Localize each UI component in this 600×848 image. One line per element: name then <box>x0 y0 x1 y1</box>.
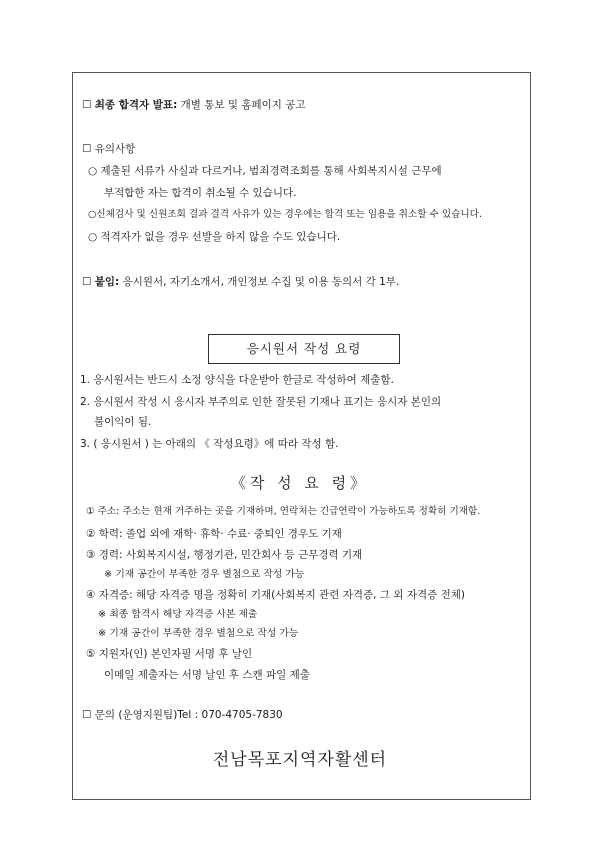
notes-item-text: 부적합한 자는 합격이 취소될 수 있습니다. <box>104 187 297 199</box>
final-announcement-label: 최종 합격자 발표: <box>94 99 178 111</box>
writing-guide-note: ※ 최종 합격시 해당 자격증 사본 제출 <box>98 609 258 620</box>
notes-item <box>104 186 296 200</box>
writing-guide-item: ③ 경력: 사회복지시설, 행정기관, 민간회사 등 근무경력 기재 <box>86 549 363 561</box>
notes-heading-label: 유의사항 <box>94 143 136 155</box>
contact-text: 문의 (운영지원팀)Tel : 070-4705-7830 <box>94 709 283 721</box>
writing-guide-item: ④ 자격증: 해당 자격증 명을 정확히 기재(사회복지 관련 자격증, 그 외 자격증 전체) <box>86 589 465 601</box>
form-guide-title: 응시원서 작성 요령 <box>208 334 400 364</box>
writing-guide-item: ① 주소: 주소는 현재 거주하는 곳을 기재하며, 연락처는 긴급연락이 가능하도록 정확히 기재함. <box>86 506 481 517</box>
form-guide-item: 불이익이 됨. <box>94 416 152 428</box>
notes-item <box>88 230 340 244</box>
form-guide-item: 3. ( 응시원서 ) 는 아래의 《 작성요령》에 따라 작성 함. <box>80 438 339 450</box>
writing-guide-note: ※ 기재 공간이 부족한 경우 별첨으로 작성 가능 <box>104 569 305 580</box>
notes-heading <box>82 142 135 156</box>
writing-guide-item: ⑤ 지원자(인) 본인자필 서명 후 날인 <box>86 648 253 660</box>
contact-line <box>82 708 283 722</box>
circle-bullet-icon: ○ <box>88 209 97 220</box>
circle-bullet-icon: ○ <box>88 231 98 243</box>
attachment-line <box>82 275 399 289</box>
final-announcement-text: 개별 통보 및 홈페이지 공고 <box>177 99 306 111</box>
checkbox-icon: ☐ <box>82 276 92 288</box>
writing-guide-note: ※ 기재 공간이 부족한 경우 별첨으로 작성 가능 <box>98 628 299 639</box>
notes-item <box>88 164 442 178</box>
notes-item-text: 제출된 서류가 사실과 다르거나, 범죄경력조회를 통해 사회복지시설 근무에 <box>100 165 442 177</box>
checkbox-icon: ☐ <box>82 143 92 155</box>
form-guide-item: 1. 응시원서는 반드시 소정 양식을 다운받아 한글로 작성하여 제출함. <box>80 374 394 386</box>
circle-bullet-icon: ○ <box>88 165 98 177</box>
form-guide-item: 2. 응시원서 작성 시 응시자 부주의로 인한 잘못된 기재나 표기는 응시자 본인의 <box>80 396 442 408</box>
notes-item-text: 적격자가 없을 경우 선발을 하지 않을 수도 있습니다. <box>100 231 341 243</box>
attachment-label: 붙임: <box>94 276 120 288</box>
writing-guide-title: 《작 성 요 령》 <box>230 474 370 492</box>
writing-guide-item: ② 학력: 졸업 외에 재학· 휴학· 수료· 중퇴인 경우도 기재 <box>86 528 342 540</box>
checkbox-icon: ☐ <box>82 99 92 111</box>
writing-guide-note: 이메일 제출자는 서명 날인 후 스캔 파일 제출 <box>104 669 310 681</box>
notes-item-text: 신체검사 및 신원조회 결과 결격 사유가 있는 경우에는 합격 또는 임용을 취소할 수 있습니다. <box>96 209 482 220</box>
document-frame <box>72 72 531 800</box>
organization-name: 전남목포지역자활센터 <box>212 750 388 770</box>
checkbox-icon: ☐ <box>82 709 92 721</box>
notes-item <box>88 208 482 222</box>
final-announcement <box>82 98 306 112</box>
attachment-text: 응시원서, 자기소개서, 개인정보 수집 및 이용 동의서 각 1부. <box>119 276 400 288</box>
